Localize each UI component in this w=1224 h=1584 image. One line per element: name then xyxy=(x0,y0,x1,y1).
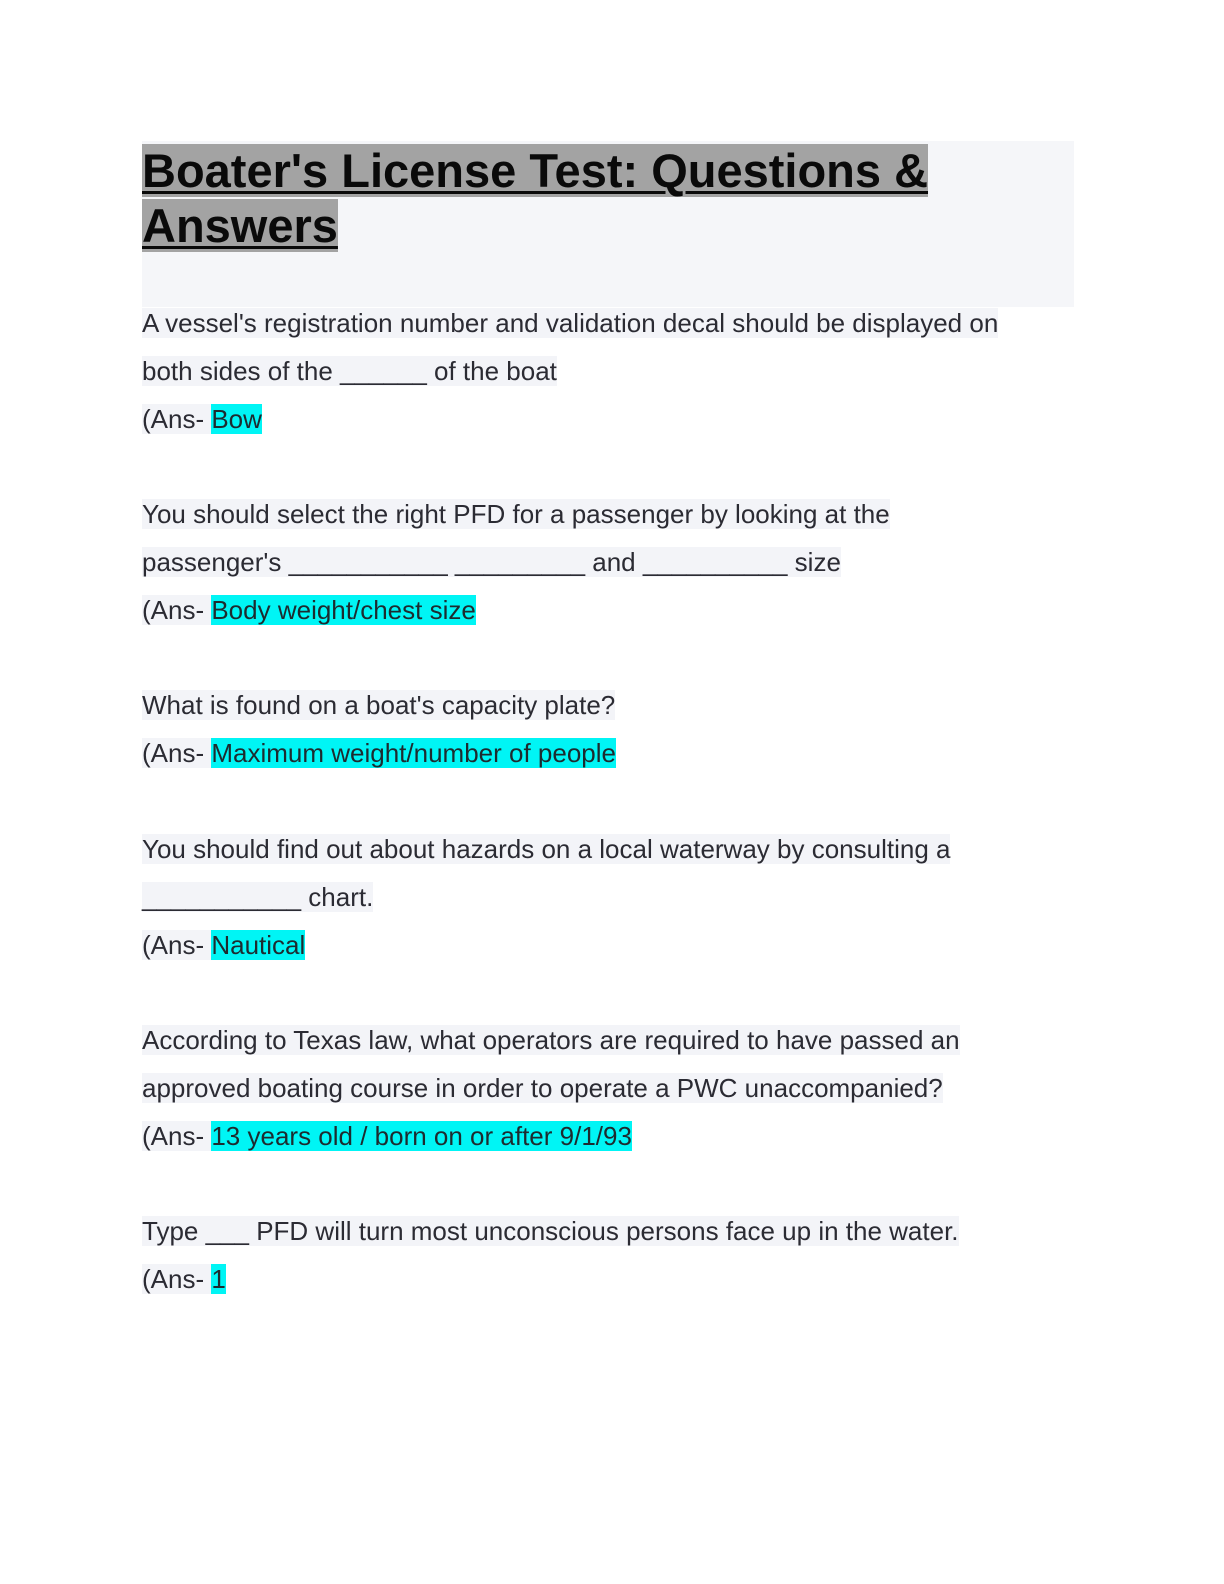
answer-line xyxy=(142,586,1082,634)
answer-prefix: (Ans- xyxy=(142,930,212,960)
qa-item xyxy=(142,825,1082,969)
question-line: You should select the right PFD for a passenger by looking at the xyxy=(142,499,890,529)
question-line: passenger's ___________ _________ and __________ size xyxy=(142,547,841,577)
title-block xyxy=(142,141,1074,307)
qa-item xyxy=(142,681,1082,777)
qa-item xyxy=(142,1207,1082,1303)
answer-highlight: Maximum weight/number of people xyxy=(211,738,616,768)
qa-item xyxy=(142,490,1082,634)
answer-line xyxy=(142,921,1082,969)
answer-highlight: Body weight/chest size xyxy=(211,595,476,625)
question-line: You should find out about hazards on a local waterway by consulting a xyxy=(142,834,951,864)
answer-highlight: 1 xyxy=(211,1264,226,1294)
title-line-1: Boater's License Test: Questions & xyxy=(142,144,929,197)
question-line: A vessel's registration number and validation decal should be displayed on xyxy=(142,308,999,338)
question-line: ___________ chart. xyxy=(142,882,374,912)
answer-line xyxy=(142,1112,1082,1160)
question-line: Type ___ PFD will turn most unconscious persons face up in the water. xyxy=(142,1216,959,1246)
answer-prefix: (Ans- xyxy=(142,738,212,768)
answer-line xyxy=(142,395,1082,443)
qa-item xyxy=(142,1016,1082,1160)
answer-line xyxy=(142,1255,1082,1303)
question-line: What is found on a boat's capacity plate? xyxy=(142,690,616,720)
question-line: both sides of the ______ of the boat xyxy=(142,356,557,386)
answer-line xyxy=(142,729,1082,777)
answer-prefix: (Ans- xyxy=(142,404,212,434)
answer-highlight: Bow xyxy=(211,404,262,434)
answer-prefix: (Ans- xyxy=(142,1121,212,1151)
document-title xyxy=(142,141,1074,253)
answer-prefix: (Ans- xyxy=(142,595,212,625)
question-line: approved boating course in order to operate a PWC unaccompanied? xyxy=(142,1073,943,1103)
qa-item xyxy=(142,299,1082,443)
title-line-2: Answers xyxy=(142,199,338,252)
answer-prefix: (Ans- xyxy=(142,1264,212,1294)
answer-highlight: 13 years old / born on or after 9/1/93 xyxy=(211,1121,632,1151)
answer-highlight: Nautical xyxy=(211,930,306,960)
question-line: According to Texas law, what operators are required to have passed an xyxy=(142,1025,960,1055)
